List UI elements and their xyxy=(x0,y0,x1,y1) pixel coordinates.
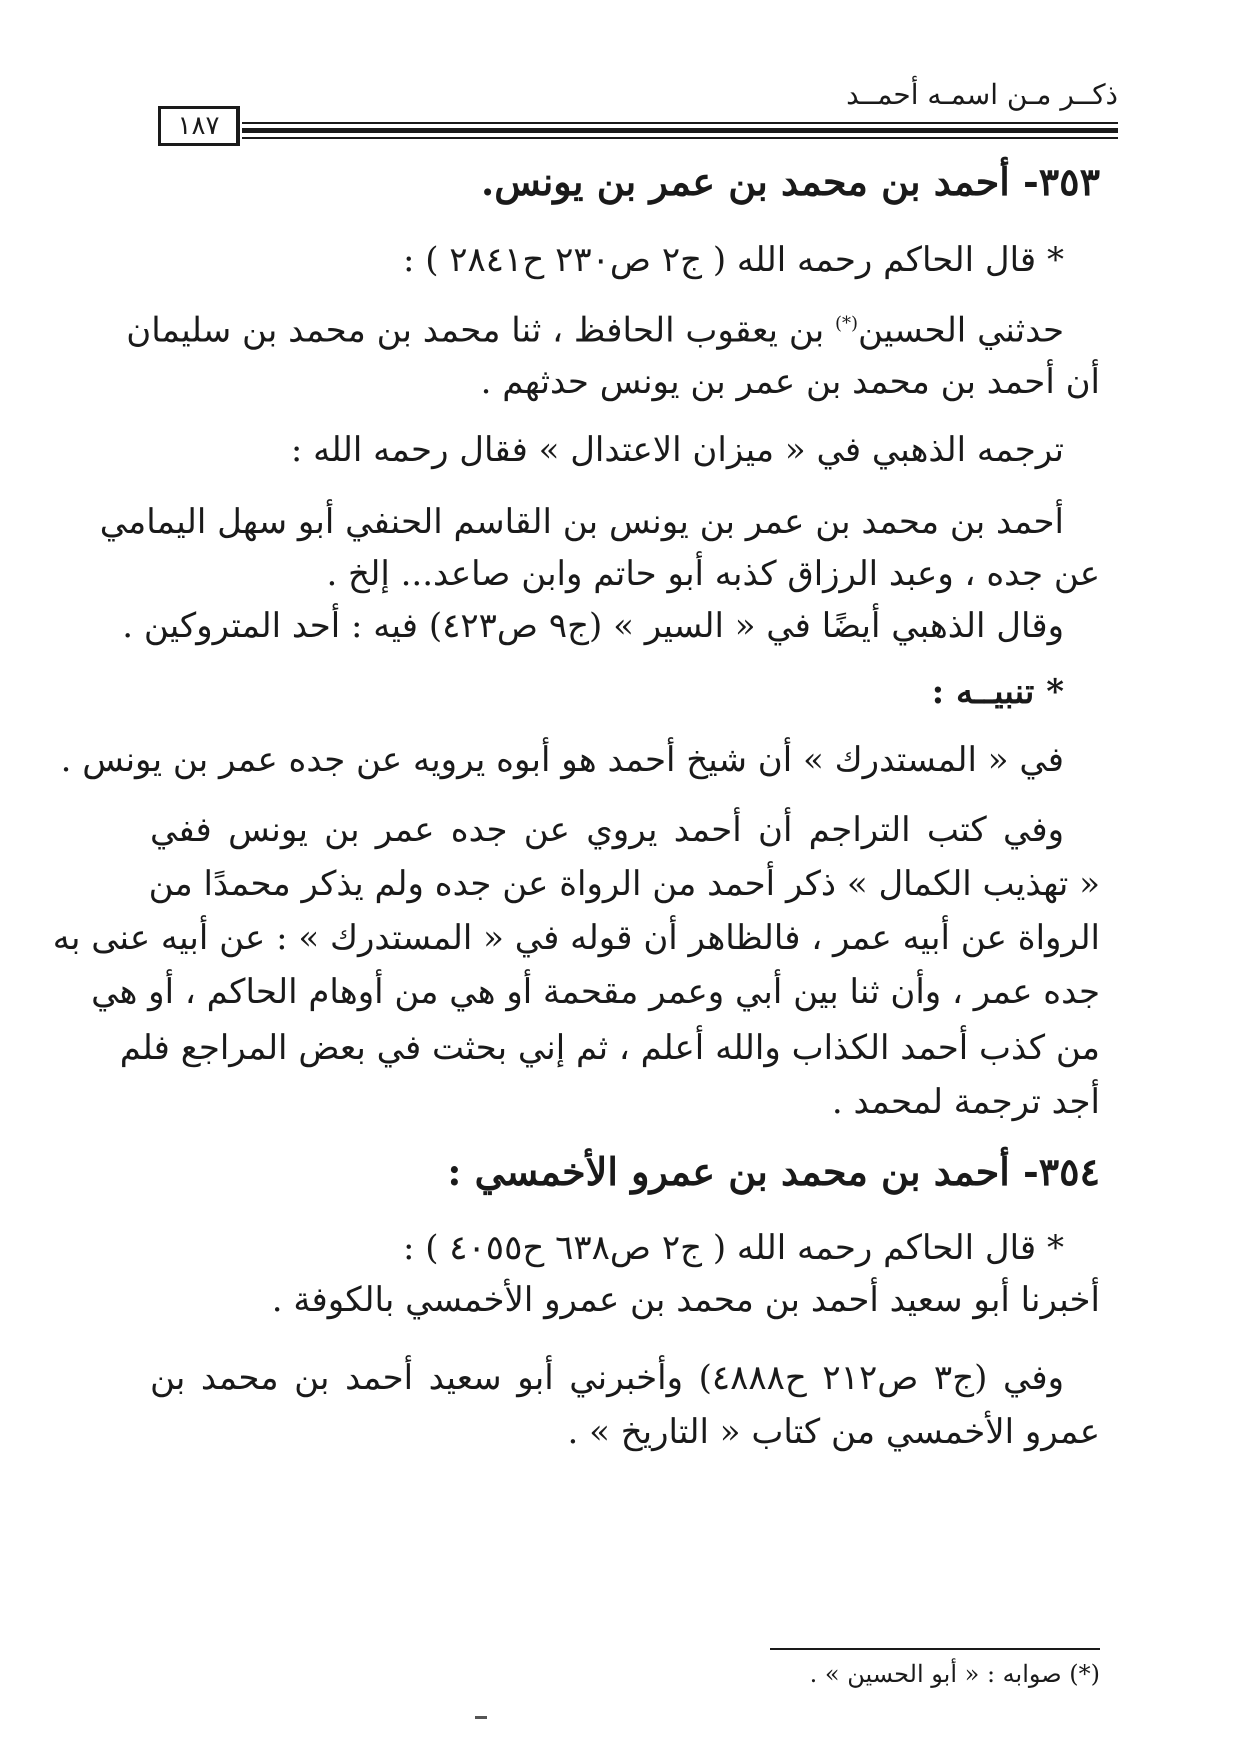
text-line: من كذب أحمد الكذاب والله أعلم ، ثم إني بحثت في بعض المراجع فلم xyxy=(119,1028,1100,1068)
footnote: (*) صوابه : « أبو الحسين » . xyxy=(809,1660,1100,1688)
text-line: وفي (ج٣ ص٢١٢ ح٤٨٨٨) وأخبرني أبو سعيد أحمد بن محمد بن xyxy=(150,1358,1064,1398)
source-line: * قال الحاكم رحمه الله ( ج٢ ص٦٣٨ ح٤٠٥٥ ) : xyxy=(402,1228,1064,1268)
text-line: « تهذيب الكمال » ذكر أحمد من الرواة عن جده ولم يذكر محمدًا من xyxy=(148,864,1100,904)
text-line: جده عمر ، وأن ثنا بين أبي وعمر مقحمة أو هي من أوهام الحاكم ، أو هي xyxy=(91,972,1100,1012)
text-line: أحمد بن محمد بن عمر بن يونس بن القاسم الحنفي أبو سهل اليمامي xyxy=(99,502,1064,542)
page-body xyxy=(52,0,1100,1754)
text-fragment: بن يعقوب الحافظ ، ثنا محمد بن محمد بن سليمان xyxy=(126,310,835,351)
text-line: أخبرنا أبو سعيد أحمد بن محمد بن عمرو الأخمسي بالكوفة . xyxy=(271,1280,1100,1320)
text-line: في « المستدرك » أن شيخ أحمد هو أبوه يرويه عن جده عمر بن يونس . xyxy=(60,740,1064,780)
page-number: ١٨٧ xyxy=(158,106,240,146)
text-line: أن أحمد بن محمد بن عمر بن يونس حدثهم . xyxy=(480,362,1100,402)
text-line xyxy=(126,302,1100,352)
text-line: أجد ترجمة لمحمد . xyxy=(831,1082,1100,1122)
running-title: ذكــر مـن اسمـه أحمــد xyxy=(846,78,1118,111)
text-line: عمرو الأخمسي من كتاب « التاريخ » . xyxy=(567,1412,1100,1452)
footnote-marker: (*) xyxy=(834,313,859,334)
text-line: عن جده ، وعبد الرزاق كذبه أبو حاتم وابن صاعد... إلخ . xyxy=(326,554,1100,594)
entry-heading-354: ٣٥٤- أحمد بن محمد بن عمرو الأخمسي : xyxy=(447,1149,1100,1194)
text-line: ترجمه الذهبي في « ميزان الاعتدال » فقال رحمه الله : xyxy=(290,430,1064,470)
footnote-separator xyxy=(770,1648,1100,1650)
text-fragment: حدثني الحسين xyxy=(858,310,1064,351)
entry-heading-353: ٣٥٣- أحمد بن محمد بن عمر بن يونس. xyxy=(481,159,1100,204)
text-line: وفي كتب التراجم أن أحمد يروي عن جده عمر بن يونس ففي xyxy=(150,810,1064,850)
notice-heading: * تنبيــه : xyxy=(931,672,1064,712)
source-line: * قال الحاكم رحمه الله ( ج٢ ص٢٣٠ ح٢٨٤١ ) : xyxy=(402,240,1064,280)
text-line: الرواة عن أبيه عمر ، فالظاهر أن قوله في « المستدرك » : عن أبيه عنى به xyxy=(52,918,1100,958)
text-line: وقال الذهبي أيضًا في « السير » (ج٩ ص٤٢٣) فيه : أحد المتروكين . xyxy=(122,606,1064,646)
scan-speck xyxy=(475,1716,487,1719)
